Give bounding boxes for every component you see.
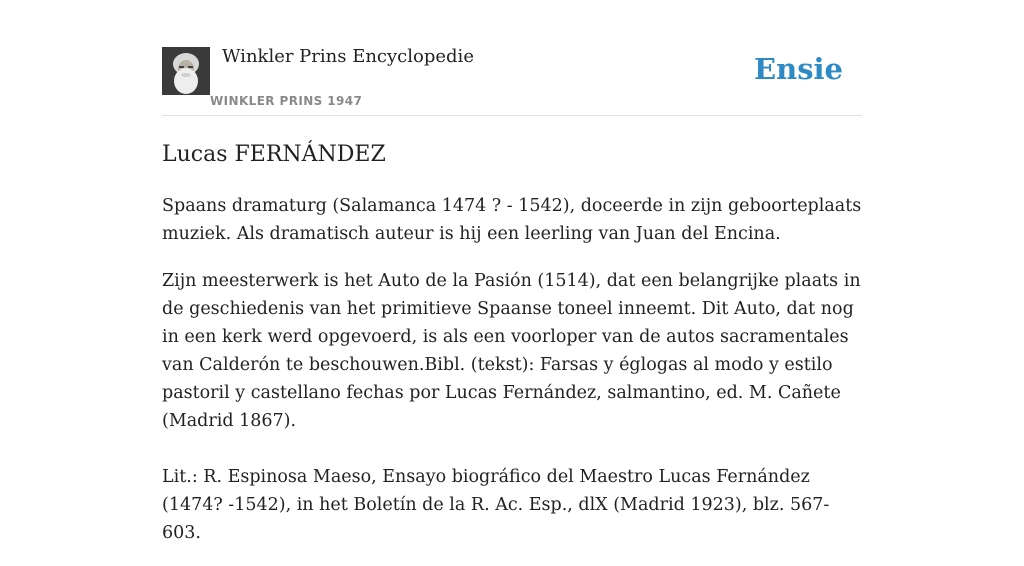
article-title: Lucas FERNÁNDEZ [162, 142, 386, 167]
article [162, 139, 862, 566]
source-title[interactable]: Winkler Prins Encyclopedie [222, 46, 474, 67]
source-header [162, 44, 862, 116]
article-references: Lit.: R. Espinosa Maeso, Ensayo biográfico del Maestro Lucas Fernández (1474? -1542), in het Boletín de la R. Ac. Esp., dlX (Madrid 1923), blz. 567-603. [162, 467, 830, 543]
brand-logo[interactable]: Ensie [754, 52, 843, 86]
article-paragraph: Spaans dramaturg (Salamanca 1474 ? - 1542), doceerde in zijn geboorteplaats muziek. Als dramatisch auteur is hij een leerling van Juan del Encina. [162, 196, 862, 244]
article-paragraph: Zijn meesterwerk is het Auto de la Pasión (1514), dat een belangrijke plaats in de geschiedenis van het primitieve Spaanse toneel inneemt. Dit Auto, dat nog in een kerk werd opgevoerd, is als een voorloper van de autos sacramentales van Calderón te beschouwen.Bibl. (tekst): Farsas y églogas al modo y estilo pastoril y castellano fechas por Lucas Fernández, salmantino, ed. M. Cañete (Madrid 1867). [162, 271, 861, 431]
avatar[interactable] [162, 47, 210, 95]
source-subtitle[interactable]: WINKLER PRINS 1947 [210, 94, 363, 108]
bearded-man-portrait-icon [162, 47, 210, 95]
